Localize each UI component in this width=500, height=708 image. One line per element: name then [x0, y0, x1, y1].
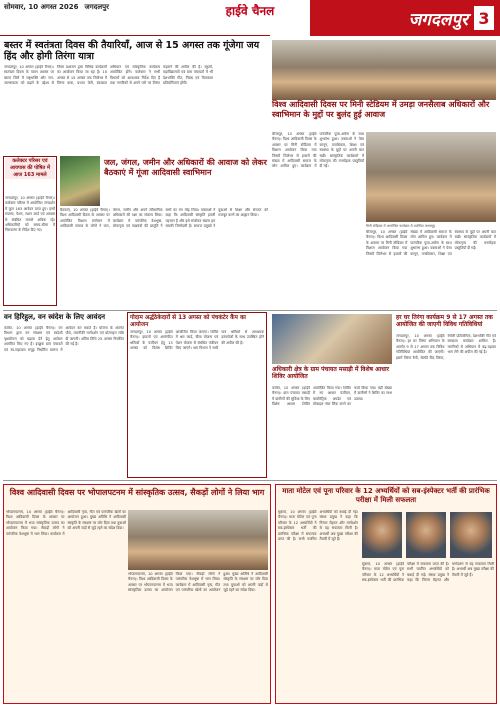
story1-body: जगदलपुर, 10 अगस्त (हाईवे चैनल)। स्वतंत्रता दिवस के पावन अवसर पर बस्तर जिले में राष्ट्रभक्ति और जन-जागरूकता को बढ़ाने के उद्देश्य से जिला प्रशासन द्वारा विभिन्न कार्यक्रमों का आयोजन किया जा रहा है। 10 अगस्त से 15 अगस्त तक जिलेभर में तिरंगा यात्रा, प्रभात फेरी, स्वच्छता अभियान एवं सांस्कृतिक कार्यक्रम आयोजित होंगे। कलेक्टर ने सभी विभागों को आवश्यक निर्देश दिए हैं तथा नागरिकों से अपने घरों पर तिरंगा फहराने की अपील की है। स्कूलों, महाविद्यालयों एवं ग्राम पंचायतों में भी देशभक्ति गीत, निबंध एवं चित्रकला प्रतियोगिताएं होंगी।	[4, 65, 213, 86]
story3-body-cont: बीजापुर, 10 अगस्त (हाईवे चैनल)। विश्व आदिवासी दिवस के अवसर पर मिनी स्टेडियम में विशाल आयोजन किया गया जिसमें जिलेभर से हजारों की संख्या में आदिवासी समाज के लोग शामिल हुए। कार्यक्रम में पारंपरिक पूजा-अर्चना के साथ शुभारंभ हुआ। वक्ताओं ने पेसा कानून, वनाधिकार, शिक्षा एवं स्वास्थ्य के मुद्दों पर अपनी बात रखी। सांस्कृतिक कार्यक्रमों में लोकनृत्य की मनमोहक प्रस्तुतियाँ दी गईं।	[366, 230, 496, 256]
page-number: 3	[474, 6, 494, 30]
story9-body: सुकमा, 10 अगस्त (हाईवे चैनल)। माता मोटेल एवं पूना परिवार के 12 अभ्यर्थियों ने सब-इंस्पेक्टर भर्ती की प्रारंभिक परीक्षा में सफलता प्राप्त की है। सभी चयनित अभ्यर्थियों को बधाई दी गई। संस्था प्रमुख ने कहा कि निरंतर मेहनत और मार्गदर्शन से यह सफलता मिली है। अभ्यर्थी अब मुख्य परीक्षा की तैयारी में जुटे हैं।	[278, 510, 358, 542]
issue-date: सोमवार, 10 अगस्त 2026	[4, 3, 79, 11]
story2-photo	[60, 156, 100, 206]
story7-headline: हर घर तिरंगा कार्यक्रम 9 से 17 अगस्त तक आयोजित की जाएगी विविध गतिविधियां	[396, 314, 493, 329]
story3-photo-crowd	[366, 132, 496, 222]
story8-body-cont: भोपालपटनम, 10 अगस्त (हाईवे चैनल)। विश्व आदिवासी दिवस के अवसर पर भोपालपटनम में भव्य सांस्कृतिक उत्सव का आयोजन किया गया। सैकड़ों लोगों ने पारंपरिक वेशभूषा में भाग लिया। कार्यक्रम में आदिवासी नृत्य, गीत एवं पारंपरिक खेलों का आयोजन हुआ। मुख्य अतिथि ने आदिवासी संस्कृति के संरक्षण पर जोर दिया तथा युवाओं को अपनी जड़ों से जुड़े रहने का संदेश दिया।	[128, 572, 268, 593]
city-banner	[310, 0, 500, 36]
story8-headline: विश्व आदिवासी दिवस पर भोपालपटनम में सांस्कृतिक उत्सव, सैकड़ों लोगों ने लिया भाग	[9, 488, 265, 497]
masthead	[0, 0, 500, 36]
story3-photo-top	[272, 40, 496, 100]
story6-headline: अधिकारी क्षेत्र के ग्राम पंचायत मसाड़ी में विशेष आधार शिविर आयोजित	[272, 366, 389, 381]
story1-headline: बस्तर में स्वतंत्रता दिवस की तैयारियाँ, आज से 15 अगस्त तक गूंजेगा जय हिंद और होगी तिरंगा यात्रा	[4, 40, 260, 63]
story3-headline: विश्व आदिवासी दिवस पर मिनी स्टेडियम में उमड़ा जनसैलाब अधिकारों और स्वाभिमान के मुद्दों पर बुलंद हुई आवाज	[272, 100, 490, 119]
brand-name: हाईवे चैनल	[225, 4, 275, 18]
sidebox-body: जगदलपुर, 10 अगस्त (हाईवे चैनल)। कलेक्टर परिसर में आयोजित जनदर्शन में कुल 163 आवेदन प्राप्त हुए। इनमें राजस्व, पेंशन, राशन कार्ड एवं आवास से संबंधित मामले अधिक रहे। अधिकारियों को समय-सीमा में निराकरण के निर्देश दिए गए।	[5, 196, 55, 233]
sidebox-title: कलेक्टर परिसर एवं आयपास की पोषित में आज 163 मामले	[5, 158, 55, 179]
story7-body: जगदलपुर, 10 अगस्त (हाईवे चैनल)। हर घर तिरंगा अभियान के अंतर्गत 9 से 17 अगस्त तक विविध गतिविधियां आयोजित की जाएंगी। इसमें तिरंगा रैली, सेल्फी विद तिरंगा, रंगोली प्रतियोगिता, देशभक्ति गीत एवं स्वच्छता कार्यक्रम शामिल हैं। नागरिकों से अभियान में बढ़-चढ़कर भाग लेने की अपील की गई है।	[396, 334, 496, 360]
story5-body: जगदलपुर, 10 अगस्त (हाईवे चैनल)। हमालों एवं असंगठित श्रमिकों के पंजीयन हेतु 13 अगस्त को विशेष शिविर आयोजित किया जाएगा। शिविर में श्रम कार्ड, बीमा योजना एवं पेंशन योजना से संबंधित पंजीयन किए जाएंगे। श्रम विभाग ने सभी पात्र श्रमिकों से आवश्यक दस्तावेजों के साथ उपस्थित होने की अपील की है।	[130, 330, 264, 351]
city-name: जगदलपुर	[408, 9, 468, 30]
story9-body-cont: सुकमा, 10 अगस्त (हाईवे चैनल)। माता मोटेल एवं पूना परिवार के 12 अभ्यर्थियों ने सब-इंस्पेक्टर भर्ती की प्रारंभिक परीक्षा में सफलता प्राप्त की है। सभी चयनित अभ्यर्थियों को बधाई दी गई। संस्था प्रमुख ने कहा कि निरंतर मेहनत और मार्गदर्शन से यह सफलता मिली है। अभ्यर्थी अब मुख्य परीक्षा की तैयारी में जुटे हैं।	[362, 562, 494, 583]
story5-headline: गोदाम अर्द्धठेकेदारों से 13 अगस्त को पंचकंटेर कैंप का आयोजन	[130, 315, 246, 328]
story8-body: भोपालपटनम, 10 अगस्त (हाईवे चैनल)। विश्व आदिवासी दिवस के अवसर पर भोपालपटनम में भव्य सांस्कृतिक उत्सव का आयोजन किया गया। सैकड़ों लोगों ने पारंपरिक वेशभूषा में भाग लिया। कार्यक्रम में आदिवासी नृत्य, गीत एवं पारंपरिक खेलों का आयोजन हुआ। मुख्य अतिथि ने आदिवासी संस्कृति के संरक्षण पर जोर दिया तथा युवाओं को अपनी जड़ों से जुड़े रहने का संदेश दिया।	[6, 510, 126, 536]
story6-photo	[272, 314, 392, 364]
candidate-photo-1	[362, 512, 402, 558]
section-divider	[3, 310, 497, 311]
story2-headline: जल, जंगल, जमीन और अधिकारों की आवाज को लेकर बैठकाएं में गूंजा आदिवासी स्वाभिमान	[104, 158, 267, 177]
story4-body: कांकेर, 10 अगस्त (हाईवे चैनल)। वन विभाग द्वारा वन संरक्षण एवं स्वदेशी वृक्षारोपण को बढ़ावा देने हेतु आवेदन आमंत्रित किए गए हैं। इच्छुक ग्राम पंचायतें एवं स्व-सहायता समूह निर्धारित प्रारूप में आवेदन कर सकते हैं। योजना के अंतर्गत पौधे, तकनीकी मार्गदर्शन एवं प्रोत्साहन राशि दी जाएगी। अंतिम तिथि 25 अगस्त निर्धारित की गई है।	[4, 326, 124, 352]
edition-label: जगदलपुर	[84, 3, 109, 11]
story6-body: कांकेर, 10 अगस्त (हाईवे चैनल)। ग्राम पंचायत मसाड़ी में ग्रामीणों की सुविधा के लिए विशेष आधार शिविर आयोजित किया गया। शिविर में नए आधार पंजीयन, बायोमेट्रिक अपडेट एवं मोबाइल नंबर लिंक करने का कार्य किया गया। बड़ी संख्या में ग्रामीणों ने शिविर का लाभ उठाया।	[272, 386, 392, 407]
story3-body: बीजापुर, 10 अगस्त (हाईवे चैनल)। विश्व आदिवासी दिवस के अवसर पर मिनी स्टेडियम में विशाल आयोजन किया गया जिसमें जिलेभर से हजारों की संख्या में आदिवासी समाज के लोग शामिल हुए। कार्यक्रम में पारंपरिक पूजा-अर्चना के साथ शुभारंभ हुआ। वक्ताओं ने पेसा कानून, वनाधिकार, शिक्षा एवं स्वास्थ्य के मुद्दों पर अपनी बात रखी। सांस्कृतिक कार्यक्रमों में लोकनृत्य की मनमोहक प्रस्तुतियाँ दी गईं।	[272, 132, 364, 169]
story8-photo	[128, 510, 268, 570]
candidate-photo-3	[450, 512, 492, 558]
story9-headline: माता मोटेल एवं पूना परिवार के 12 अभ्यर्थियों को सब-इंस्पेक्टर भर्ती की प्रारंभिक परीक्षा में मिली सफलता	[282, 487, 490, 504]
candidate-photo-2	[406, 512, 446, 558]
story3-photo-caption: मिनी स्टेडियम में आयोजित कार्यक्रम में उपस्थित जनसमूह	[366, 224, 436, 228]
section-divider-2	[3, 480, 497, 481]
story2-body: बैठकाएं, 10 अगस्त (हाईवे चैनल)। विश्व आदिवासी दिवस के अवसर पर आयोजित विशाल सम्मेलन में आदिवासी समाज के लोगों ने जल, जंगल, जमीन और अपने संवैधानिक अधिकारों की रक्षा का संकल्प लिया। कार्यक्रम में पारंपरिक वेशभूषा, लोकनृत्य एवं वाद्ययंत्रों की प्रस्तुति ने सभी का मन मोह लिया। वक्ताओं ने कहा कि आदिवासी संस्कृति हमारी पहचान है और इसे संजोकर रखना हम सबकी जिम्मेदारी है। समाज प्रमुखों ने युवाओं से शिक्षा और संगठन को मजबूत करने का आह्वान किया।	[60, 208, 268, 229]
story4-headline: वन हिरिहुल, वन स्वंदेश के लिए आवंदन	[4, 313, 106, 321]
